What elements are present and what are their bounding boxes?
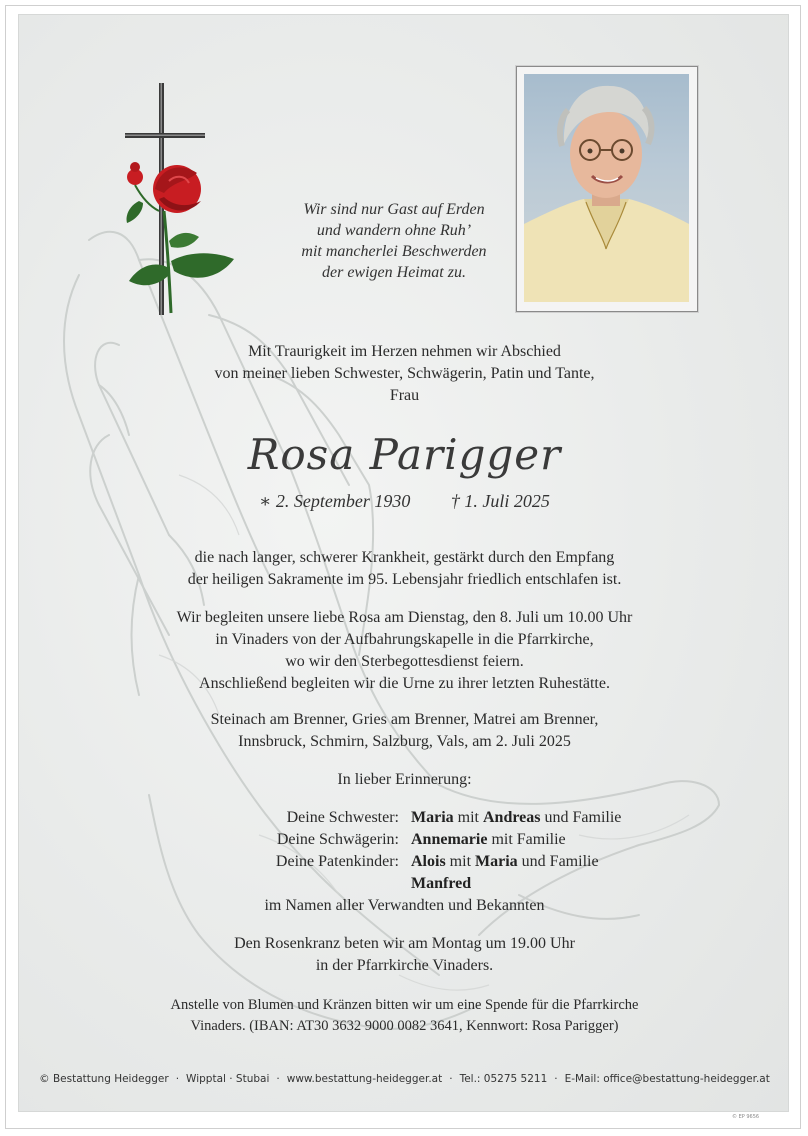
family-label: Deine Schwägerin: — [276, 831, 399, 848]
footer-email-link[interactable]: E-Mail: office@bestattung-heidegger.at — [564, 1073, 770, 1085]
death-date: † 1. Juli 2025 — [450, 491, 550, 511]
poem-line: und wandern ohne Ruh’ — [316, 222, 472, 239]
family-names: Alois mit Maria und Familie — [411, 853, 599, 870]
family-names: Manfred — [411, 875, 472, 892]
family-row-godchild2 — [79, 873, 730, 895]
text-line: Innsbruck, Schmirn, Salzburg, Vals, am 2. Juli 2025 — [238, 733, 571, 750]
footer-region: Wipptal · Stubai — [186, 1073, 270, 1085]
places-paragraph — [79, 709, 730, 753]
text-line: in der Pfarrkirche Vinaders. — [315, 957, 494, 974]
copyright-mark: © EP 9656 — [732, 1114, 760, 1120]
birth-date: ∗ 2. September 1930 — [259, 491, 411, 511]
family-row-inlaws — [79, 829, 730, 851]
life-dates — [79, 489, 730, 513]
poem-line: mit mancherlei Beschwerden — [301, 243, 487, 260]
family-row-siblings — [79, 807, 730, 829]
intro-line: Frau — [389, 387, 420, 404]
text-line: wo wir den Sterbegottesdienst feiern. — [285, 653, 524, 670]
intro-line: Mit Traurigkeit im Herzen nehmen wir Abschied — [248, 343, 561, 360]
poem — [249, 199, 539, 283]
funeral-paragraph — [79, 607, 730, 695]
text-line: Vinaders. (IBAN: AT30 3632 9000 0082 3641, Kennwort: Rosa Parigger) — [190, 1018, 619, 1034]
cross-with-rose-icon — [119, 81, 244, 321]
poem-line: der ewigen Heimat zu. — [322, 264, 466, 281]
footer-phone: Tel.: 05275 5211 — [459, 1073, 548, 1085]
donation-paragraph — [79, 995, 730, 1037]
family-label: Deine Patenkinder: — [275, 853, 399, 870]
text-line: Den Rosenkranz beten wir am Montag um 19.00 Uhr — [234, 935, 575, 952]
memory-heading: In lieber Erinnerung: — [337, 771, 472, 788]
passing-paragraph — [79, 547, 730, 591]
text-line: die nach langer, schwerer Krankheit, gestärkt durch den Empfang — [194, 549, 615, 566]
portrait-photo — [524, 74, 689, 302]
text-line: Wir begleiten unsere liebe Rosa am Dienstag, den 8. Juli um 10.00 Uhr — [176, 609, 633, 626]
intro-line: von meiner lieben Schwester, Schwägerin, Patin und Tante, — [214, 365, 595, 382]
family-names: Annemarie mit Familie — [411, 831, 566, 848]
poem-line: Wir sind nur Gast auf Erden — [303, 201, 485, 218]
text-line: Anstelle von Blumen und Kränzen bitten wir um eine Spende für die Pfarrkirche — [170, 997, 639, 1013]
intro-text — [79, 341, 730, 407]
family-names: Maria mit Andreas und Familie — [411, 809, 622, 826]
relatives-line: im Namen aller Verwandten und Bekannten — [264, 897, 545, 914]
parte-sheet — [18, 14, 789, 1112]
footer: © Bestattung Heidegger · Wipptal · Stubai · www.bestattung-heidegger.at · Tel.: 05275 5211 · E-Mail: office@bestattung-heidegger.at — [39, 1073, 770, 1085]
text-line: Anschließend begleiten wir die Urne zu ihrer letzten Ruhestätte. — [199, 675, 610, 692]
family-list — [79, 807, 730, 917]
footer-company: © Bestattung Heidegger — [39, 1073, 169, 1085]
text-line: Steinach am Brenner, Gries am Brenner, Matrei am Brenner, — [210, 711, 599, 728]
text-line: der heiligen Sakramente im 95. Lebensjahr friedlich entschlafen ist. — [187, 571, 622, 588]
rosary-paragraph — [79, 933, 730, 977]
deceased-name: Rosa Parigger — [247, 430, 562, 479]
text-line: in Vinaders von der Aufbahrungskapelle in die Pfarrkirche, — [215, 631, 594, 648]
portrait-frame — [516, 66, 698, 312]
family-row-godchildren — [79, 851, 730, 873]
family-label: Deine Schwester: — [286, 809, 399, 826]
footer-website-link[interactable]: www.bestattung-heidegger.at — [286, 1073, 443, 1085]
